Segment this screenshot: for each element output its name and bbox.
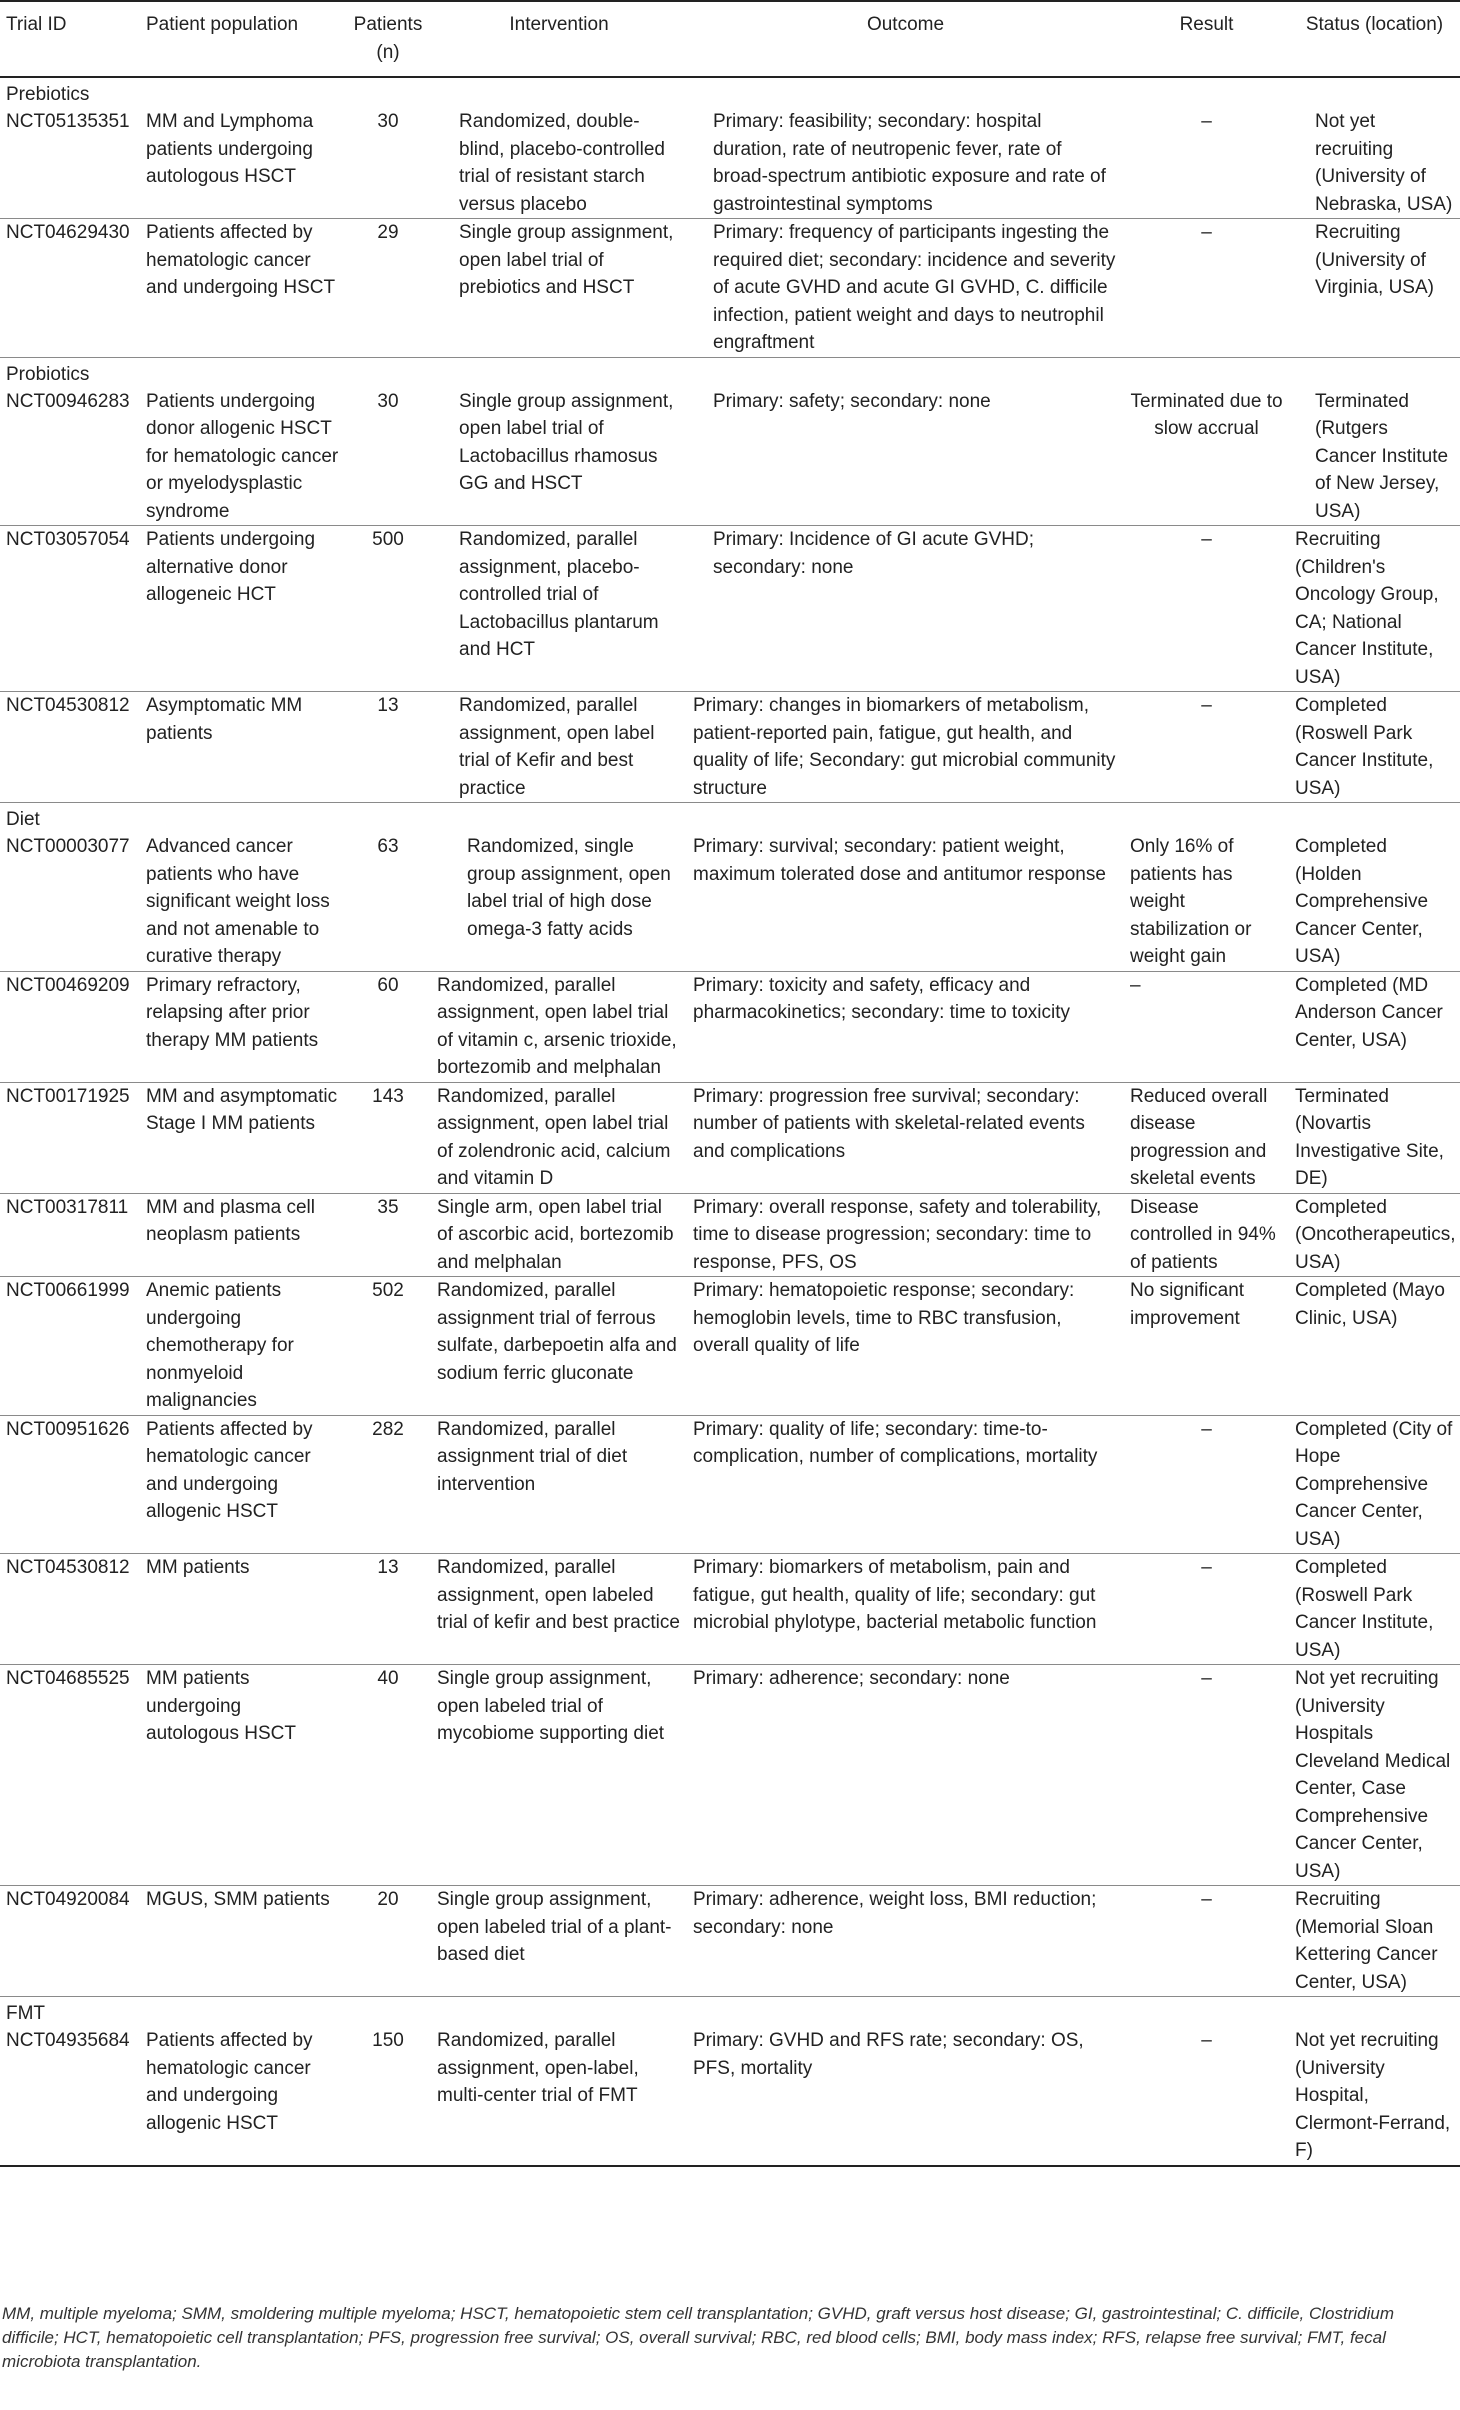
trial-id-cell: NCT04530812 — [0, 1554, 140, 1665]
section-label: FMT — [6, 2003, 46, 2024]
table-row — [0, 526, 1460, 692]
intervention-cell: Randomized, single group assignment, open label trial of high dose omega-3 fatty acids — [431, 833, 687, 971]
intervention-cell: Randomized, parallel assignment trial of diet intervention — [431, 1415, 687, 1554]
outcome-cell: Primary: overall response, safety and tolerability, time to disease progression; secondary: time to response, PFS, OS — [687, 1193, 1124, 1277]
section-row-prebiotics — [0, 77, 1460, 108]
trial-id-cell: NCT00946283 — [0, 388, 140, 526]
population-cell: MM patients undergoing autologous HSCT — [140, 1665, 345, 1886]
trial-id-cell: NCT04935684 — [0, 2027, 140, 2166]
result-cell: – — [1124, 2027, 1289, 2166]
trial-id-cell: NCT00661999 — [0, 1277, 140, 1416]
result-cell: Only 16% of patients has weight stabilization or weight gain — [1124, 833, 1289, 971]
outcome-cell: Primary: biomarkers of metabolism, pain and fatigue, gut health, quality of life; secondary: gut microbial phylotype, bacterial metabolic function — [687, 1554, 1124, 1665]
table-row — [0, 219, 1460, 358]
outcome-cell: Primary: progression free survival; secondary: number of patients with skeletal-related events and complications — [687, 1082, 1124, 1193]
population-cell: Patients undergoing donor allogenic HSCT for hematologic cancer or myelodysplastic syndrome — [140, 388, 345, 526]
trial-id-cell: NCT04629430 — [0, 219, 140, 358]
table-row — [0, 1665, 1460, 1886]
result-cell: – — [1124, 1665, 1289, 1886]
header-patient-population: Patient population — [140, 1, 345, 77]
population-cell: Anemic patients undergoing chemotherapy for nonmyeloid malignancies — [140, 1277, 345, 1416]
header-patients-n: Patients (n) — [345, 1, 431, 77]
intervention-cell: Randomized, parallel assignment, open-label, multi-center trial of FMT — [431, 2027, 687, 2166]
patients-cell: 500 — [345, 526, 431, 692]
outcome-cell: Primary: changes in biomarkers of metabolism, patient-reported pain, fatigue, gut health, and quality of life; Secondary: gut microbial community structure — [687, 692, 1124, 803]
table-header — [0, 1, 1460, 77]
result-cell: Disease controlled in 94% of patients — [1124, 1193, 1289, 1277]
patients-cell: 13 — [345, 692, 431, 803]
outcome-cell: Primary: adherence; secondary: none — [687, 1665, 1124, 1886]
header-outcome: Outcome — [687, 1, 1124, 77]
status-cell: Recruiting (Children's Oncology Group, CA; National Cancer Institute, USA) — [1289, 526, 1460, 692]
intervention-cell: Randomized, parallel assignment, open label trial of vitamin c, arsenic trioxide, bortezomib and melphalan — [431, 971, 687, 1082]
population-cell: Primary refractory, relapsing after prior therapy MM patients — [140, 971, 345, 1082]
population-cell: Patients affected by hematologic cancer and undergoing allogenic HSCT — [140, 1415, 345, 1554]
result-cell: – — [1124, 108, 1289, 219]
status-cell: Completed (MD Anderson Cancer Center, USA) — [1289, 971, 1460, 1082]
intervention-cell: Single group assignment, open label trial of Lactobacillus rhamosus GG and HSCT — [431, 388, 687, 526]
population-cell: Advanced cancer patients who have significant weight loss and not amenable to curative therapy — [140, 833, 345, 971]
population-cell: MGUS, SMM patients — [140, 1886, 345, 1997]
table-row — [0, 1082, 1460, 1193]
outcome-cell: Primary: toxicity and safety, efficacy and pharmacokinetics; secondary: time to toxicity — [687, 971, 1124, 1082]
outcome-cell: Primary: quality of life; secondary: time-to-complication, number of complications, mortality — [687, 1415, 1124, 1554]
trial-id-cell: NCT00951626 — [0, 1415, 140, 1554]
result-cell: Reduced overall disease progression and skeletal events — [1124, 1082, 1289, 1193]
population-cell: Patients affected by hematologic cancer and undergoing allogenic HSCT — [140, 2027, 345, 2166]
table-row — [0, 2027, 1460, 2166]
outcome-cell: Primary: GVHD and RFS rate; secondary: OS, PFS, mortality — [687, 2027, 1124, 2166]
header-result: Result — [1124, 1, 1289, 77]
table-row — [0, 971, 1460, 1082]
trial-id-cell: NCT00317811 — [0, 1193, 140, 1277]
table-row — [0, 833, 1460, 971]
patients-cell: 29 — [345, 219, 431, 358]
trial-id-cell: NCT04685525 — [0, 1665, 140, 1886]
population-cell: MM and plasma cell neoplasm patients — [140, 1193, 345, 1277]
patients-cell: 143 — [345, 1082, 431, 1193]
result-cell: No significant improvement — [1124, 1277, 1289, 1416]
table-row — [0, 1277, 1460, 1416]
table-footnote: MM, multiple myeloma; SMM, smoldering multiple myeloma; HSCT, hematopoietic stem cell transplantation; GVHD, graft versus host disease; GI, gastrointestinal; C. difficile, Clostridium difficile; HCT, hematopoietic cell transplantation; PFS, progression free survival; OS, overall survival; RBC, red blood cells; BMI, body mass index; RFS, relapse free survival; FMT, fecal microbiota transplantation. — [2, 2304, 1394, 2371]
population-cell: MM and asymptomatic Stage I MM patients — [140, 1082, 345, 1193]
outcome-cell: Primary: frequency of participants ingesting the required diet; secondary: incidence and severity of acute GVHD and acute GI GVHD, C. difficile infection, patient weight and days to neutrophil engraftment — [687, 219, 1124, 358]
status-cell: Terminated (Novartis Investigative Site, DE) — [1289, 1082, 1460, 1193]
trial-id-cell: NCT05135351 — [0, 108, 140, 219]
patients-cell: 35 — [345, 1193, 431, 1277]
trial-id-cell: NCT00003077 — [0, 833, 140, 971]
table-row — [0, 1886, 1460, 1997]
patients-cell: 502 — [345, 1277, 431, 1416]
section-row-diet — [0, 803, 1460, 834]
result-cell: – — [1124, 971, 1289, 1082]
status-cell: Completed (Oncotherapeutics, USA) — [1289, 1193, 1460, 1277]
intervention-cell: Randomized, parallel assignment, open labeled trial of kefir and best practice — [431, 1554, 687, 1665]
table-row — [0, 1415, 1460, 1554]
status-cell: Completed (Mayo Clinic, USA) — [1289, 1277, 1460, 1416]
population-cell: Asymptomatic MM patients — [140, 692, 345, 803]
trial-id-cell: NCT04530812 — [0, 692, 140, 803]
intervention-cell: Single group assignment, open labeled trial of mycobiome supporting diet — [431, 1665, 687, 1886]
intervention-cell: Randomized, parallel assignment trial of ferrous sulfate, darbepoetin alfa and sodium ferric gluconate — [431, 1277, 687, 1416]
status-cell: Completed (City of Hope Comprehensive Cancer Center, USA) — [1289, 1415, 1460, 1554]
header-intervention: Intervention — [431, 1, 687, 77]
section-label: Prebiotics — [6, 84, 90, 105]
trial-id-cell: NCT00469209 — [0, 971, 140, 1082]
patients-cell: 30 — [345, 108, 431, 219]
header-trial-id: Trial ID — [0, 1, 140, 77]
outcome-cell: Primary: survival; secondary: patient weight, maximum tolerated dose and antitumor response — [687, 833, 1124, 971]
result-cell: Terminated due to slow accrual — [1124, 388, 1289, 526]
patients-cell: 13 — [345, 1554, 431, 1665]
intervention-cell: Randomized, parallel assignment, placebo-controlled trial of Lactobacillus plantarum and HCT — [431, 526, 687, 692]
result-cell: – — [1124, 692, 1289, 803]
patients-cell: 60 — [345, 971, 431, 1082]
table-row — [0, 692, 1460, 803]
section-row-probiotics — [0, 357, 1460, 388]
section-label: Probiotics — [6, 363, 90, 385]
status-cell: Terminated (Rutgers Cancer Institute of New Jersey, USA) — [1289, 388, 1460, 526]
population-cell: Patients affected by hematologic cancer and undergoing HSCT — [140, 219, 345, 358]
patients-cell: 40 — [345, 1665, 431, 1886]
patients-cell: 30 — [345, 388, 431, 526]
status-cell: Completed (Holden Comprehensive Cancer Center, USA) — [1289, 833, 1460, 971]
table-row — [0, 1554, 1460, 1665]
table-row — [0, 1193, 1460, 1277]
outcome-cell: Primary: hematopoietic response; secondary: hemoglobin levels, time to RBC transfusion, overall quality of life — [687, 1277, 1124, 1416]
status-cell: Not yet recruiting (University Hospital, Clermont-Ferrand, F) — [1289, 2027, 1460, 2166]
population-cell: MM and Lymphoma patients undergoing autologous HSCT — [140, 108, 345, 219]
intervention-cell: Single group assignment, open label trial of prebiotics and HSCT — [431, 219, 687, 358]
outcome-cell: Primary: adherence, weight loss, BMI reduction; secondary: none — [687, 1886, 1124, 1997]
status-cell: Completed (Roswell Park Cancer Institute, USA) — [1289, 1554, 1460, 1665]
table-row — [0, 108, 1460, 219]
header-status-location: Status (location) — [1289, 1, 1460, 77]
trial-id-cell: NCT00171925 — [0, 1082, 140, 1193]
status-cell: Not yet recruiting (University of Nebraska, USA) — [1289, 108, 1460, 219]
section-row-fmt — [0, 1997, 1460, 2028]
intervention-cell: Randomized, parallel assignment, open label trial of zolendronic acid, calcium and vitamin D — [431, 1082, 687, 1193]
status-cell: Recruiting (University of Virginia, USA) — [1289, 219, 1460, 358]
outcome-cell: Primary: safety; secondary: none — [687, 388, 1124, 526]
result-cell: – — [1124, 526, 1289, 692]
outcome-cell: Primary: feasibility; secondary: hospital duration, rate of neutropenic fever, rate of broad-spectrum antibiotic exposure and rate of gastrointestinal symptoms — [687, 108, 1124, 219]
population-cell: Patients undergoing alternative donor allogeneic HCT — [140, 526, 345, 692]
result-cell: – — [1124, 1886, 1289, 1997]
population-cell: MM patients — [140, 1554, 345, 1665]
table-row — [0, 388, 1460, 526]
status-cell: Completed (Roswell Park Cancer Institute, USA) — [1289, 692, 1460, 803]
outcome-cell: Primary: Incidence of GI acute GVHD; secondary: none — [687, 526, 1124, 692]
trial-id-cell: NCT04920084 — [0, 1886, 140, 1997]
result-cell: – — [1124, 1554, 1289, 1665]
result-cell: – — [1124, 219, 1289, 358]
trial-id-cell: NCT03057054 — [0, 526, 140, 692]
intervention-cell: Single group assignment, open labeled trial of a plant-based diet — [431, 1886, 687, 1997]
patients-cell: 63 — [345, 833, 431, 971]
intervention-cell: Single arm, open label trial of ascorbic acid, bortezomib and melphalan — [431, 1193, 687, 1277]
patients-cell: 150 — [345, 2027, 431, 2166]
status-cell: Not yet recruiting (University Hospitals Cleveland Medical Center, Case Comprehensive Cancer Center, USA) — [1289, 1665, 1460, 1886]
patients-cell: 282 — [345, 1415, 431, 1554]
result-cell: – — [1124, 1415, 1289, 1554]
patients-cell: 20 — [345, 1886, 431, 1997]
status-cell: Recruiting (Memorial Sloan Kettering Cancer Center, USA) — [1289, 1886, 1460, 1997]
section-label: Diet — [6, 809, 40, 830]
intervention-cell: Randomized, parallel assignment, open label trial of Kefir and best practice — [431, 692, 687, 803]
intervention-cell: Randomized, double-blind, placebo-controlled trial of resistant starch versus placebo — [431, 108, 687, 219]
